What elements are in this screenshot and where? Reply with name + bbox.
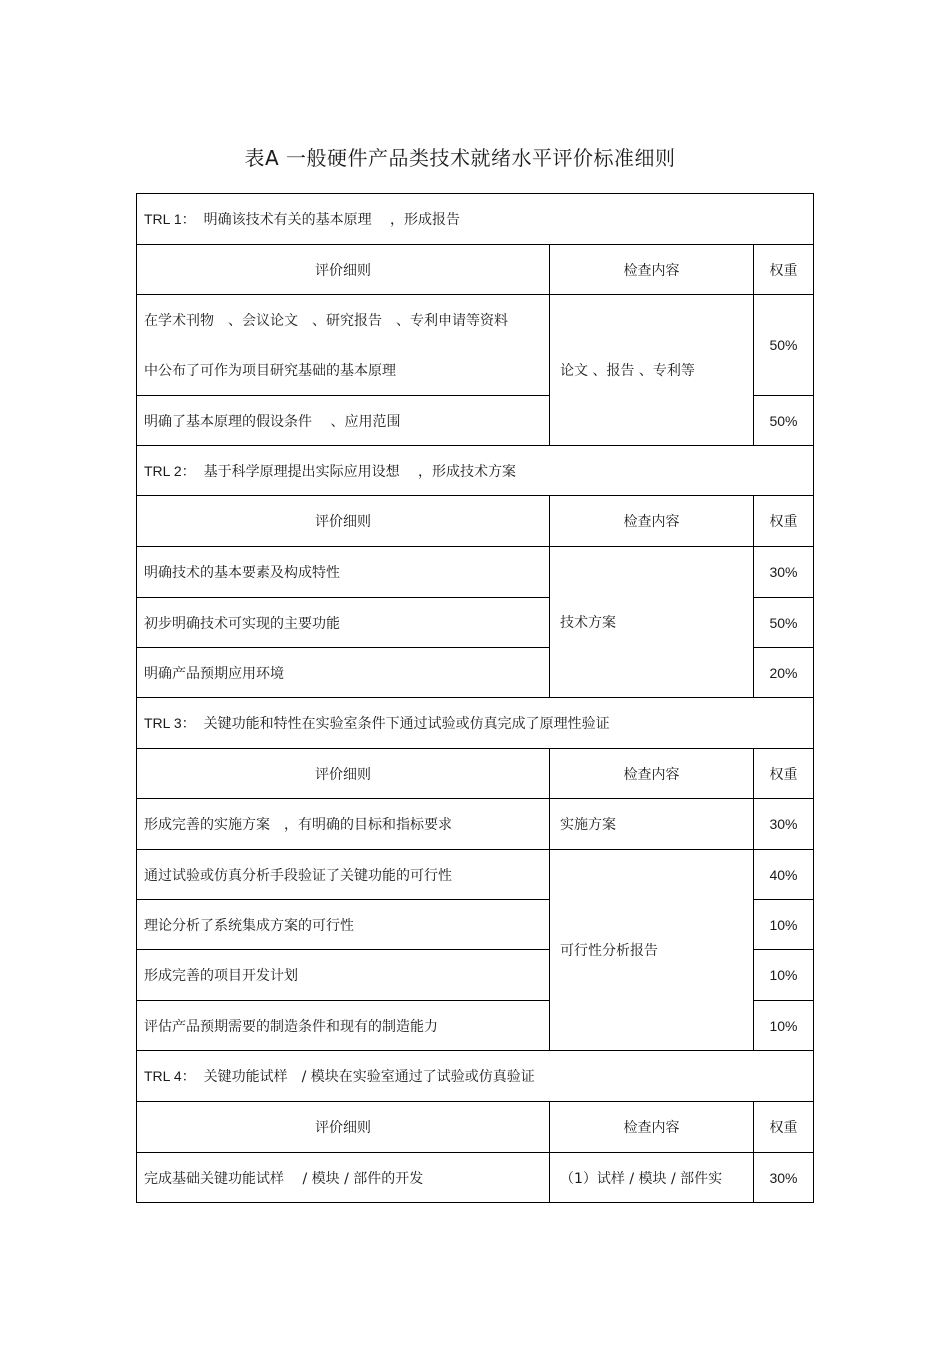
header-check: 检查内容 [623, 1120, 680, 1136]
trl-4-heading [137, 1051, 813, 1101]
trl-3-weight-5: 10% [769, 1017, 798, 1034]
trl-3-description: 关键功能和特性在实验室条件下通过试验或仿真完成了原理性验证 [203, 716, 610, 732]
trl-1-weight-1: 50% [769, 337, 798, 353]
trl-3-label: TRL 3： [144, 715, 196, 731]
trl-1-heading [137, 194, 813, 244]
trl-2-label: TRL 2： [144, 462, 196, 479]
header-criteria: 评价细则 [315, 1120, 371, 1136]
header-weight: 权重 [769, 514, 798, 530]
trl-2-weight-1: 30% [769, 564, 798, 580]
header-weight: 权重 [769, 262, 798, 279]
trl-4-description: 关键功能试样 / 模块在实验室通过了试验或仿真验证 [203, 1069, 535, 1085]
trl-2-criteria-1: 明确技术的基本要素及构成特性 [144, 565, 340, 581]
trl-3-criteria-1: 形成完善的实施方案 ，有明确的目标和指标要求 [144, 817, 452, 833]
trl-3-check-2: 可行性分析报告 [560, 943, 658, 959]
trl-2-criteria-2: 初步明确技术可实现的主要功能 [144, 615, 340, 632]
trl-1-criteria-1-line-2: 中公布了可作为项目研究基础的基本原理 [144, 363, 396, 379]
trl-3-criteria-3: 理论分析了系统集成方案的可行性 [144, 917, 354, 934]
trl-3-weight-4: 10% [769, 967, 798, 983]
trl-2-check: 技术方案 [560, 615, 616, 631]
header-check: 检查内容 [623, 514, 680, 530]
header-criteria: 评价细则 [315, 514, 371, 530]
trl-4-label: TRL 4： [144, 1068, 196, 1084]
trl-3-criteria-4: 形成完善的项目开发计划 [144, 968, 298, 984]
trl-2-weight-2: 50% [769, 614, 798, 631]
trl-1-description: 明确该技术有关的基本原理 ，形成报告 [203, 212, 461, 228]
trl-2-criteria-3: 明确产品预期应用环境 [144, 665, 284, 682]
trl-2-description: 基于科学原理提出实际应用设想 ，形成技术方案 [203, 463, 517, 480]
trl-3-check-1: 实施方案 [560, 817, 616, 833]
trl-1-weight-2: 50% [769, 412, 798, 429]
trl-4-criteria-1: 完成基础关键功能试样 / 模块 / 部件的开发 [144, 1170, 424, 1187]
trl-2-heading [137, 446, 813, 495]
trl-1-criteria-2: 明确了基本原理的假设条件 、应用范围 [144, 413, 401, 430]
trl-3-criteria-2: 通过试验或仿真分析手段验证了关键功能的可行性 [144, 867, 452, 884]
trl-3-heading [137, 698, 813, 748]
trl-3-criteria-5: 评估产品预期需要的制造条件和现有的制造能力 [144, 1018, 438, 1035]
header-criteria: 评价细则 [315, 262, 371, 279]
header-weight: 权重 [769, 1120, 798, 1136]
trl-4-check-1: （1）试样 / 模块 / 部件实 [560, 1170, 723, 1187]
trl-1-label: TRL 1： [144, 211, 196, 227]
header-check: 检查内容 [623, 766, 680, 783]
trl-2-weight-3: 20% [769, 664, 798, 681]
trl-1-criteria-1-line-1: 在学术刊物 、会议论文 、研究报告 、专利申请等资料 [144, 313, 508, 329]
table-title: 表A 一般硬件产品类技术就绪水平评价标准细则 [244, 146, 676, 170]
header-criteria: 评价细则 [315, 766, 371, 783]
trl-1-check: 论文 、报告 、专利等 [560, 363, 695, 379]
header-check: 检查内容 [623, 262, 680, 279]
header-weight: 权重 [769, 766, 798, 783]
trl-3-weight-2: 40% [769, 866, 798, 883]
trl-3-weight-1: 30% [769, 816, 798, 832]
trl-4-weight-1: 30% [769, 1169, 798, 1186]
trl-3-weight-3: 10% [769, 916, 798, 933]
